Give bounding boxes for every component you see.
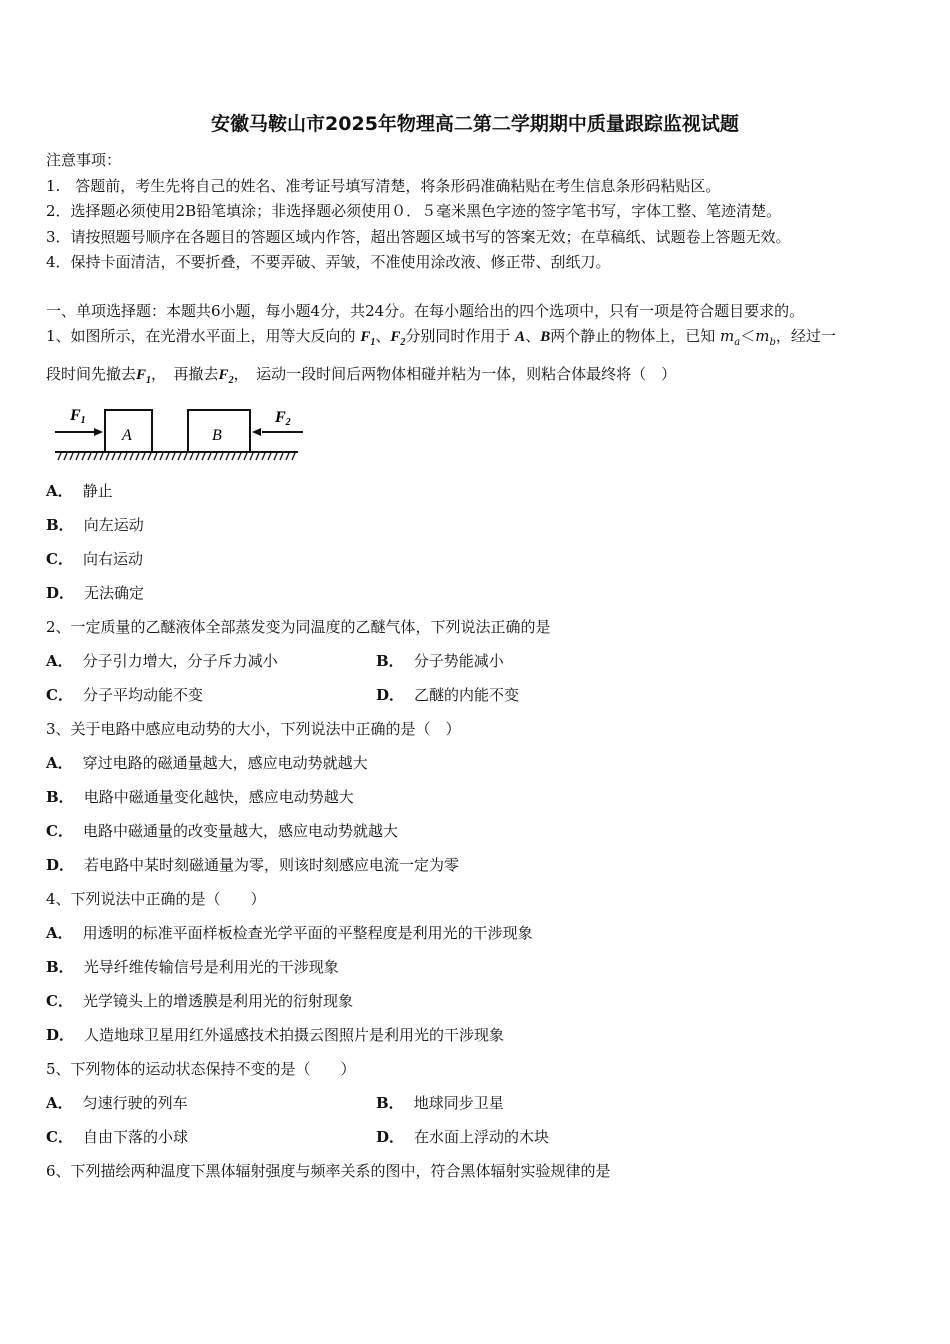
hatch-mark — [58, 453, 61, 460]
text: 3、关于电路中感应电动势的大小，下列说法中正确的是（ ） — [46, 720, 461, 738]
label-f2 — [274, 409, 291, 428]
f: F — [218, 367, 229, 383]
text: 光导纤维传输信号是利用光的干涉现象 — [83, 958, 339, 976]
var-a: A — [515, 329, 526, 345]
text: 两个静止的物体上，已知 — [550, 327, 716, 345]
hatch-mark — [286, 453, 289, 460]
hatch-mark — [118, 453, 121, 460]
section-heading: 一、单项选择题：本题共6小题，每小题4分，共24分。在每小题给出的四个选项中，只有一项是符合题目要求的。 — [46, 302, 805, 320]
text: 4、下列说法中正确的是（ ） — [46, 890, 266, 908]
answer-option — [46, 549, 143, 569]
lt: ＜ — [740, 327, 756, 345]
answer-option — [46, 753, 368, 773]
answer-option — [46, 685, 203, 705]
var-mb — [755, 327, 776, 348]
answer-option — [46, 1025, 504, 1045]
hatch-mark — [232, 453, 235, 460]
question-1-stem-line-2 — [46, 364, 676, 391]
hatch-mark — [76, 453, 79, 460]
hatch-mark — [220, 453, 223, 460]
hatch-mark — [154, 453, 157, 460]
hatch-mark — [64, 453, 67, 460]
sub: a — [734, 337, 741, 348]
option-letter: D． — [46, 856, 75, 874]
hatch-mark — [292, 453, 295, 460]
answer-option — [376, 651, 504, 671]
answer-option — [46, 1127, 188, 1147]
hatch-mark — [226, 453, 229, 460]
notice-item: 2．选择题必须使用2B铅笔填涂；非选择题必须使用０．５毫米黑色字迹的签字笔书写，字体工整、笔迹清楚。 — [46, 202, 782, 220]
hatch-mark — [268, 453, 271, 460]
hatch-mark — [130, 453, 133, 460]
hatch-mark — [202, 453, 205, 460]
text: 电路中磁通量的改变量越大，感应电动势就越大 — [82, 822, 398, 840]
document-title: 安徽马鞍山市2025年物理高二第二学期期中质量跟踪监视试题 — [211, 113, 739, 135]
hatch-mark — [196, 453, 199, 460]
hatch-mark — [112, 453, 115, 460]
hatch-mark — [262, 453, 265, 460]
answer-option — [46, 991, 353, 1011]
question-stem — [46, 1161, 611, 1181]
text: 无法确定 — [84, 584, 145, 602]
text: 5、下列物体的运动状态保持不变的是（ ） — [46, 1060, 356, 1078]
hatch-mark — [148, 453, 151, 460]
text: ， 再撤去 — [151, 365, 219, 383]
hatch-mark — [250, 453, 253, 460]
option-letter: D． — [46, 1026, 75, 1044]
option-letter: D． — [376, 686, 405, 704]
option-letter: B． — [376, 1094, 404, 1112]
var-f1 — [360, 329, 376, 348]
hatch-mark — [178, 453, 181, 460]
m: m — [720, 327, 735, 345]
text: 分子平均动能不变 — [82, 686, 203, 704]
label-b: B — [212, 427, 222, 444]
option-letter: A． — [46, 754, 73, 772]
hatch-mark — [124, 453, 127, 460]
f: F — [70, 407, 81, 424]
option-letter: C． — [46, 1128, 73, 1146]
option-letter: A． — [46, 924, 73, 942]
question-1-stem-line-1 — [46, 326, 836, 353]
answer-option — [46, 923, 533, 943]
force-diagram — [50, 398, 310, 466]
text: 分子引力增大，分子斥力减小 — [82, 652, 278, 670]
sub: 1 — [80, 415, 86, 426]
hatch-mark — [100, 453, 103, 460]
answer-option — [376, 1127, 549, 1147]
text: 地球同步卫星 — [413, 1094, 504, 1112]
hatch-mark — [238, 453, 241, 460]
text: 自由下落的小球 — [82, 1128, 188, 1146]
option-letter: B． — [46, 516, 74, 534]
sep: 、 — [375, 327, 391, 345]
sub: 1 — [370, 337, 376, 348]
hatch-mark — [172, 453, 175, 460]
hatch-mark — [214, 453, 217, 460]
hatch-mark — [256, 453, 259, 460]
text: 光学镜头上的增透膜是利用光的衍射现象 — [82, 992, 353, 1010]
answer-option — [46, 651, 278, 671]
question-stem — [46, 1059, 356, 1079]
hatch-mark — [70, 453, 73, 460]
text: 分子势能减小 — [413, 652, 504, 670]
hatch-mark — [82, 453, 85, 460]
option-letter: B． — [46, 788, 74, 806]
f: F — [136, 367, 147, 383]
option-letter: D． — [376, 1128, 405, 1146]
text: 6、下列描绘两种温度下黑体辐射强度与频率关系的图中，符合黑体辐射实验规律的是 — [46, 1162, 611, 1180]
hatch-mark — [244, 453, 247, 460]
option-letter: A． — [46, 652, 73, 670]
hatch-mark — [208, 453, 211, 460]
f: F — [360, 329, 371, 345]
text: 分别同时作用于 — [405, 327, 511, 345]
hatch-mark — [184, 453, 187, 460]
text: 1、如图所示，在光滑水平面上，用等大反向的 — [46, 327, 356, 345]
option-letter: A． — [46, 1094, 73, 1112]
text: 穿过电路的磁通量越大，感应电动势就越大 — [82, 754, 368, 772]
text: 人造地球卫星用红外遥感技术拍摄云图照片是利用光的干涉现象 — [84, 1026, 505, 1044]
f: F — [275, 409, 286, 426]
text: 向右运动 — [82, 550, 143, 568]
text: 用透明的标准平面样板检查光学平面的平整程度是利用光的干涉现象 — [82, 924, 533, 942]
var-f2 — [390, 329, 406, 348]
text: 在水面上浮动的木块 — [414, 1128, 550, 1146]
answer-option — [46, 821, 398, 841]
sep: 、 — [525, 327, 541, 345]
notice-item: 3．请按照题号顺序在各题目的答题区域内作答，超出答题区域书写的答案无效；在草稿纸、试题卷上答题无效。 — [46, 228, 791, 246]
option-letter: B． — [376, 652, 404, 670]
hatch-mark — [280, 453, 283, 460]
notice-item: 1. 答题前，考生先将自己的姓名、准考证号填写清楚，将条形码准确粘贴在考生信息条形码粘贴区。 — [46, 177, 721, 195]
option-letter: B． — [46, 958, 74, 976]
text: 静止 — [82, 482, 113, 500]
m: m — [755, 327, 770, 345]
text: 若电路中某时刻磁通量为零，则该时刻感应电流一定为零 — [84, 856, 460, 874]
option-letter: C． — [46, 550, 73, 568]
question-stem — [46, 719, 461, 739]
var-f1 — [136, 367, 152, 386]
hatch-mark — [166, 453, 169, 460]
arrow-f2-head — [252, 428, 261, 436]
hatch-mark — [106, 453, 109, 460]
answer-option — [46, 787, 354, 807]
sub: 2 — [400, 337, 406, 348]
ground-hatching — [58, 453, 295, 460]
var-f2 — [218, 367, 234, 386]
hatch-mark — [274, 453, 277, 460]
text: 段时间先撤去 — [46, 365, 137, 383]
answer-option — [46, 855, 459, 875]
text: 乙醚的内能不变 — [414, 686, 520, 704]
option-letter: C． — [46, 992, 73, 1010]
hatch-mark — [142, 453, 145, 460]
answer-option — [46, 481, 113, 501]
option-letter: C． — [46, 686, 73, 704]
sub: 2 — [228, 375, 234, 386]
f: F — [390, 329, 401, 345]
sub: b — [769, 337, 776, 348]
text: 匀速行驶的列车 — [82, 1094, 188, 1112]
text: 2、一定质量的乙醚液体全部蒸发变为同温度的乙醚气体，下列说法正确的是 — [46, 618, 551, 636]
text: ，经过一 — [775, 327, 836, 345]
answer-option — [46, 583, 144, 603]
answer-option — [46, 957, 339, 977]
sub: 1 — [146, 375, 152, 386]
label-f1 — [69, 407, 86, 426]
hatch-mark — [136, 453, 139, 460]
var-ma — [720, 327, 741, 348]
label-a: A — [122, 427, 132, 444]
hatch-mark — [160, 453, 163, 460]
option-letter: C． — [46, 822, 73, 840]
option-letter: A． — [46, 482, 73, 500]
hatch-mark — [190, 453, 193, 460]
text: 向左运动 — [83, 516, 144, 534]
arrow-f1-head — [94, 428, 103, 436]
text: 电路中磁通量变化越快，感应电动势越大 — [83, 788, 354, 806]
option-letter: D． — [46, 584, 75, 602]
var-b: B — [540, 329, 551, 345]
hatch-mark — [94, 453, 97, 460]
hatch-mark — [88, 453, 91, 460]
answer-option — [376, 685, 519, 705]
question-stem — [46, 889, 266, 909]
text: ， 运动一段时间后两物体相碰并粘为一体，则粘合体最终将（ ） — [233, 365, 677, 383]
answer-option — [376, 1093, 504, 1113]
notice-heading: 注意事项： — [46, 151, 122, 169]
sub: 2 — [285, 417, 291, 428]
answer-option — [46, 515, 144, 535]
notice-item: 4．保持卡面清洁，不要折叠，不要弄破、弄皱，不准使用涂改液、修正带、刮纸刀。 — [46, 253, 611, 271]
question-stem — [46, 617, 551, 637]
answer-option — [46, 1093, 188, 1113]
